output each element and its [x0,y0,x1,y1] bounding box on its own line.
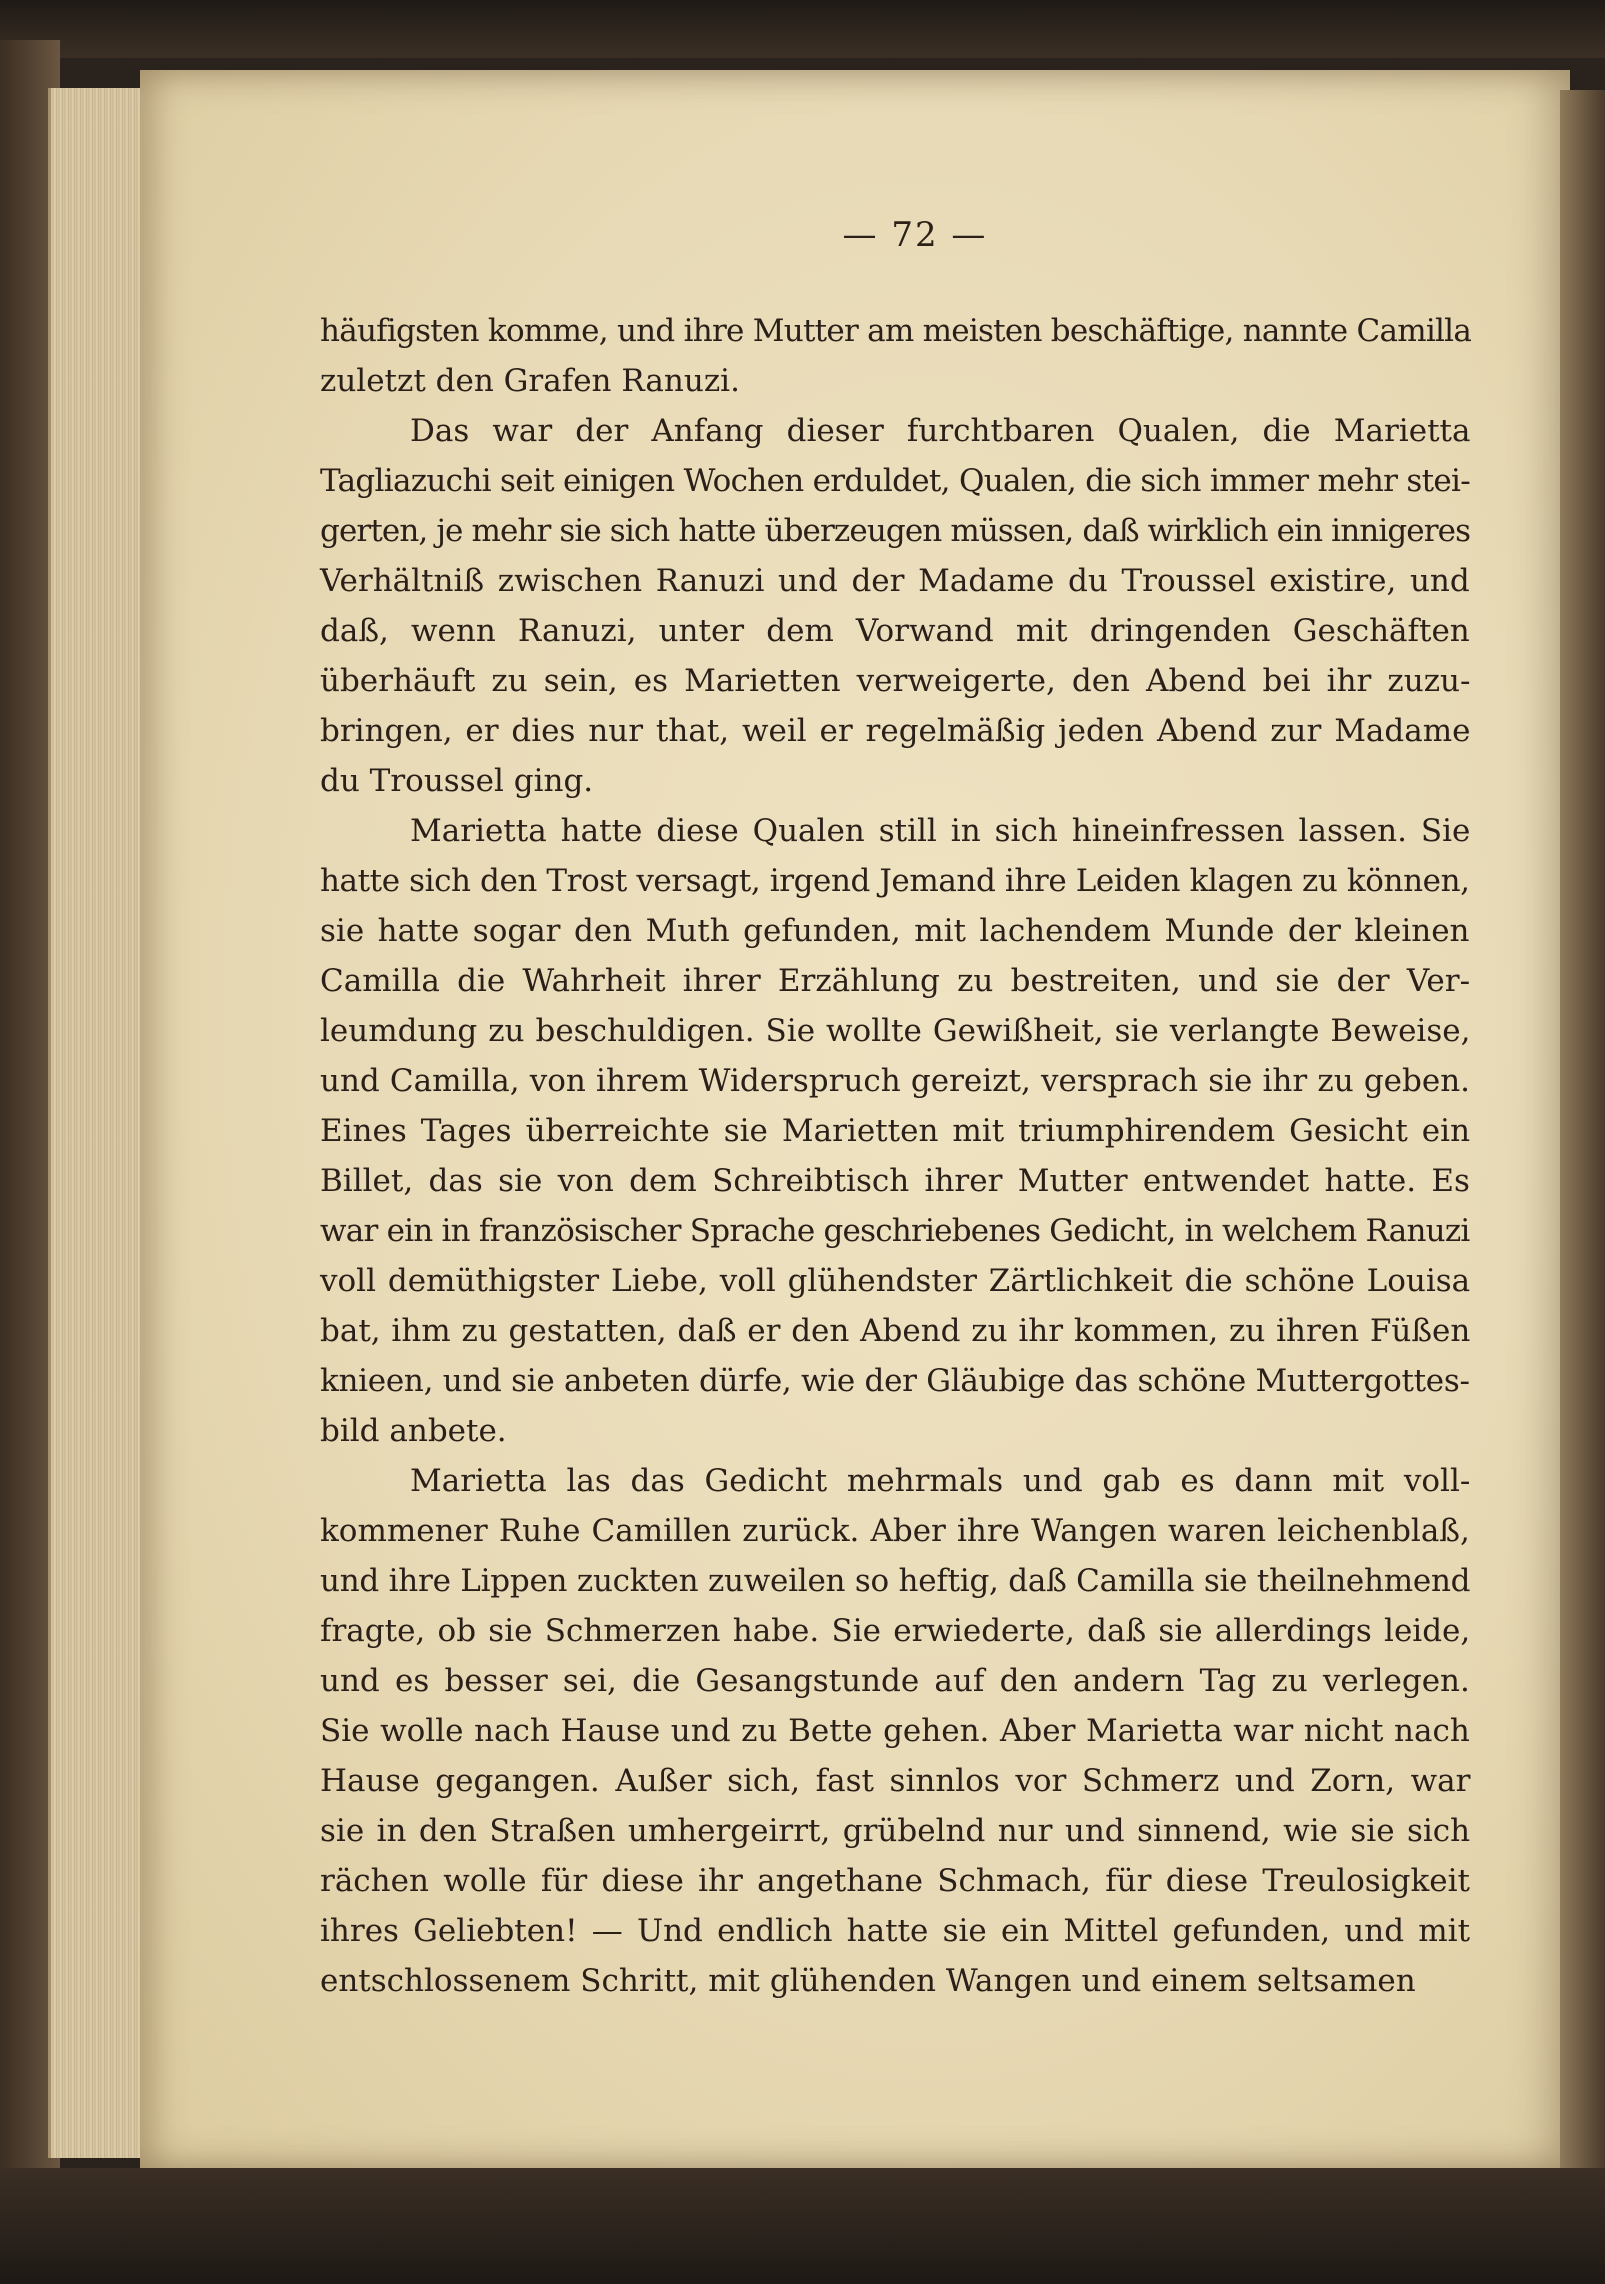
text-line: sie hatte sogar den Muth gefunden, mit lachendem Munde der kleinen [320,913,1470,949]
text-line: ihres Geliebten! — Und endlich hatte sie ein Mittel gefunden, und mit [320,1913,1471,1949]
text-line: Das war der Anfang dieser furchtbaren Qualen, die Marietta [410,413,1471,449]
body-text [320,306,1470,2006]
text-line: sie in den Straßen umhergeirrt, grübelnd nur und sinnend, wie sie sich [320,1813,1471,1849]
text-line: Tagliazuchi seit einigen Wochen erduldet, Qualen, die sich immer mehr stei- [320,463,1471,499]
text-line: hatte sich den Trost versagt, irgend Jemand ihre Leiden klagen zu können, [320,863,1470,899]
text-line: fragte, ob sie Schmerzen habe. Sie erwiederte, daß sie allerdings leide, [320,1613,1471,1649]
text-line: und ihre Lippen zuckten zuweilen so heftig, daß Camilla sie theilnehmend [320,1563,1471,1599]
text-line: war ein in französischer Sprache geschriebenes Gedicht, in welchem Ranuzi [320,1213,1470,1249]
paragraph [320,406,1470,806]
text-line: und es besser sei, die Gesangstunde auf den andern Tag zu verlegen. [320,1663,1470,1699]
text-line: voll demüthigster Liebe, voll glühendster Zärtlichkeit die schöne Louisa [320,1263,1471,1299]
text-line: zuletzt den Grafen Ranuzi. [320,363,740,399]
text-line: Sie wolle nach Hause und zu Bette gehen. Aber Marietta war nicht nach [320,1713,1470,1749]
text-line: Marietta las das Gedicht mehrmals und gab es dann mit voll- [410,1463,1471,1499]
text-line: bild anbete. [320,1413,507,1449]
text-line: daß, wenn Ranuzi, unter dem Vorwand mit dringenden Geschäften [320,613,1470,649]
page-edges [48,88,147,2158]
text-line: überhäuft zu sein, es Marietten verweigerte, den Abend bei ihr zuzu- [320,663,1471,699]
text-line: knieen, und sie anbeten dürfe, wie der Gläubige das schöne Muttergottes- [320,1363,1470,1399]
text-line: häufigsten komme, und ihre Mutter am meisten beschäftige, nannte Camilla [320,313,1472,349]
text-line: Billet, das sie von dem Schreibtisch ihrer Mutter entwendet hatte. Es [320,1163,1470,1199]
text-line: rächen wolle für diese ihr angethane Schmach, für diese Treulosigkeit [320,1863,1470,1899]
text-line: kommener Ruhe Camillen zurück. Aber ihre Wangen waren leichenblaß, [320,1513,1470,1549]
page-number: — 72 — [842,215,988,255]
text-line: bringen, er dies nur that, weil er regelmäßig jeden Abend zur Madame [320,713,1471,749]
paragraph [320,306,1470,406]
text-line: Eines Tages überreichte sie Marietten mit triumphirendem Gesicht ein [320,1113,1471,1149]
book-binding [1560,90,1605,2170]
text-line: leumdung zu beschuldigen. Sie wollte Gewißheit, sie verlangte Beweise, [320,1013,1471,1049]
text-line: Camilla die Wahrheit ihrer Erzählung zu bestreiten, und sie der Ver- [320,963,1471,999]
text-line: Hause gegangen. Außer sich, fast sinnlos vor Schmerz und Zorn, war [320,1763,1471,1799]
text-line: du Troussel ging. [320,763,594,799]
text-line: und Camilla, von ihrem Widerspruch gereizt, versprach sie ihr zu geben. [320,1063,1471,1099]
text-line: Marietta hatte diese Qualen still in sich hineinfressen lassen. Sie [410,813,1471,849]
text-line: gerten, je mehr sie sich hatte überzeugen müssen, daß wirklich ein innigeres [320,513,1471,549]
text-line: entschlossenem Schritt, mit glühenden Wangen und einem seltsamen [320,1963,1416,1999]
text-line: Verhältniß zwischen Ranuzi und der Madame du Troussel existire, und [320,563,1470,599]
paragraph [320,1456,1470,2006]
scan-background-bottom [0,2168,1605,2284]
text-line: bat, ihm zu gestatten, daß er den Abend zu ihr kommen, zu ihren Füßen [320,1313,1471,1349]
scan-background-top [0,0,1605,58]
paragraph [320,806,1470,1456]
